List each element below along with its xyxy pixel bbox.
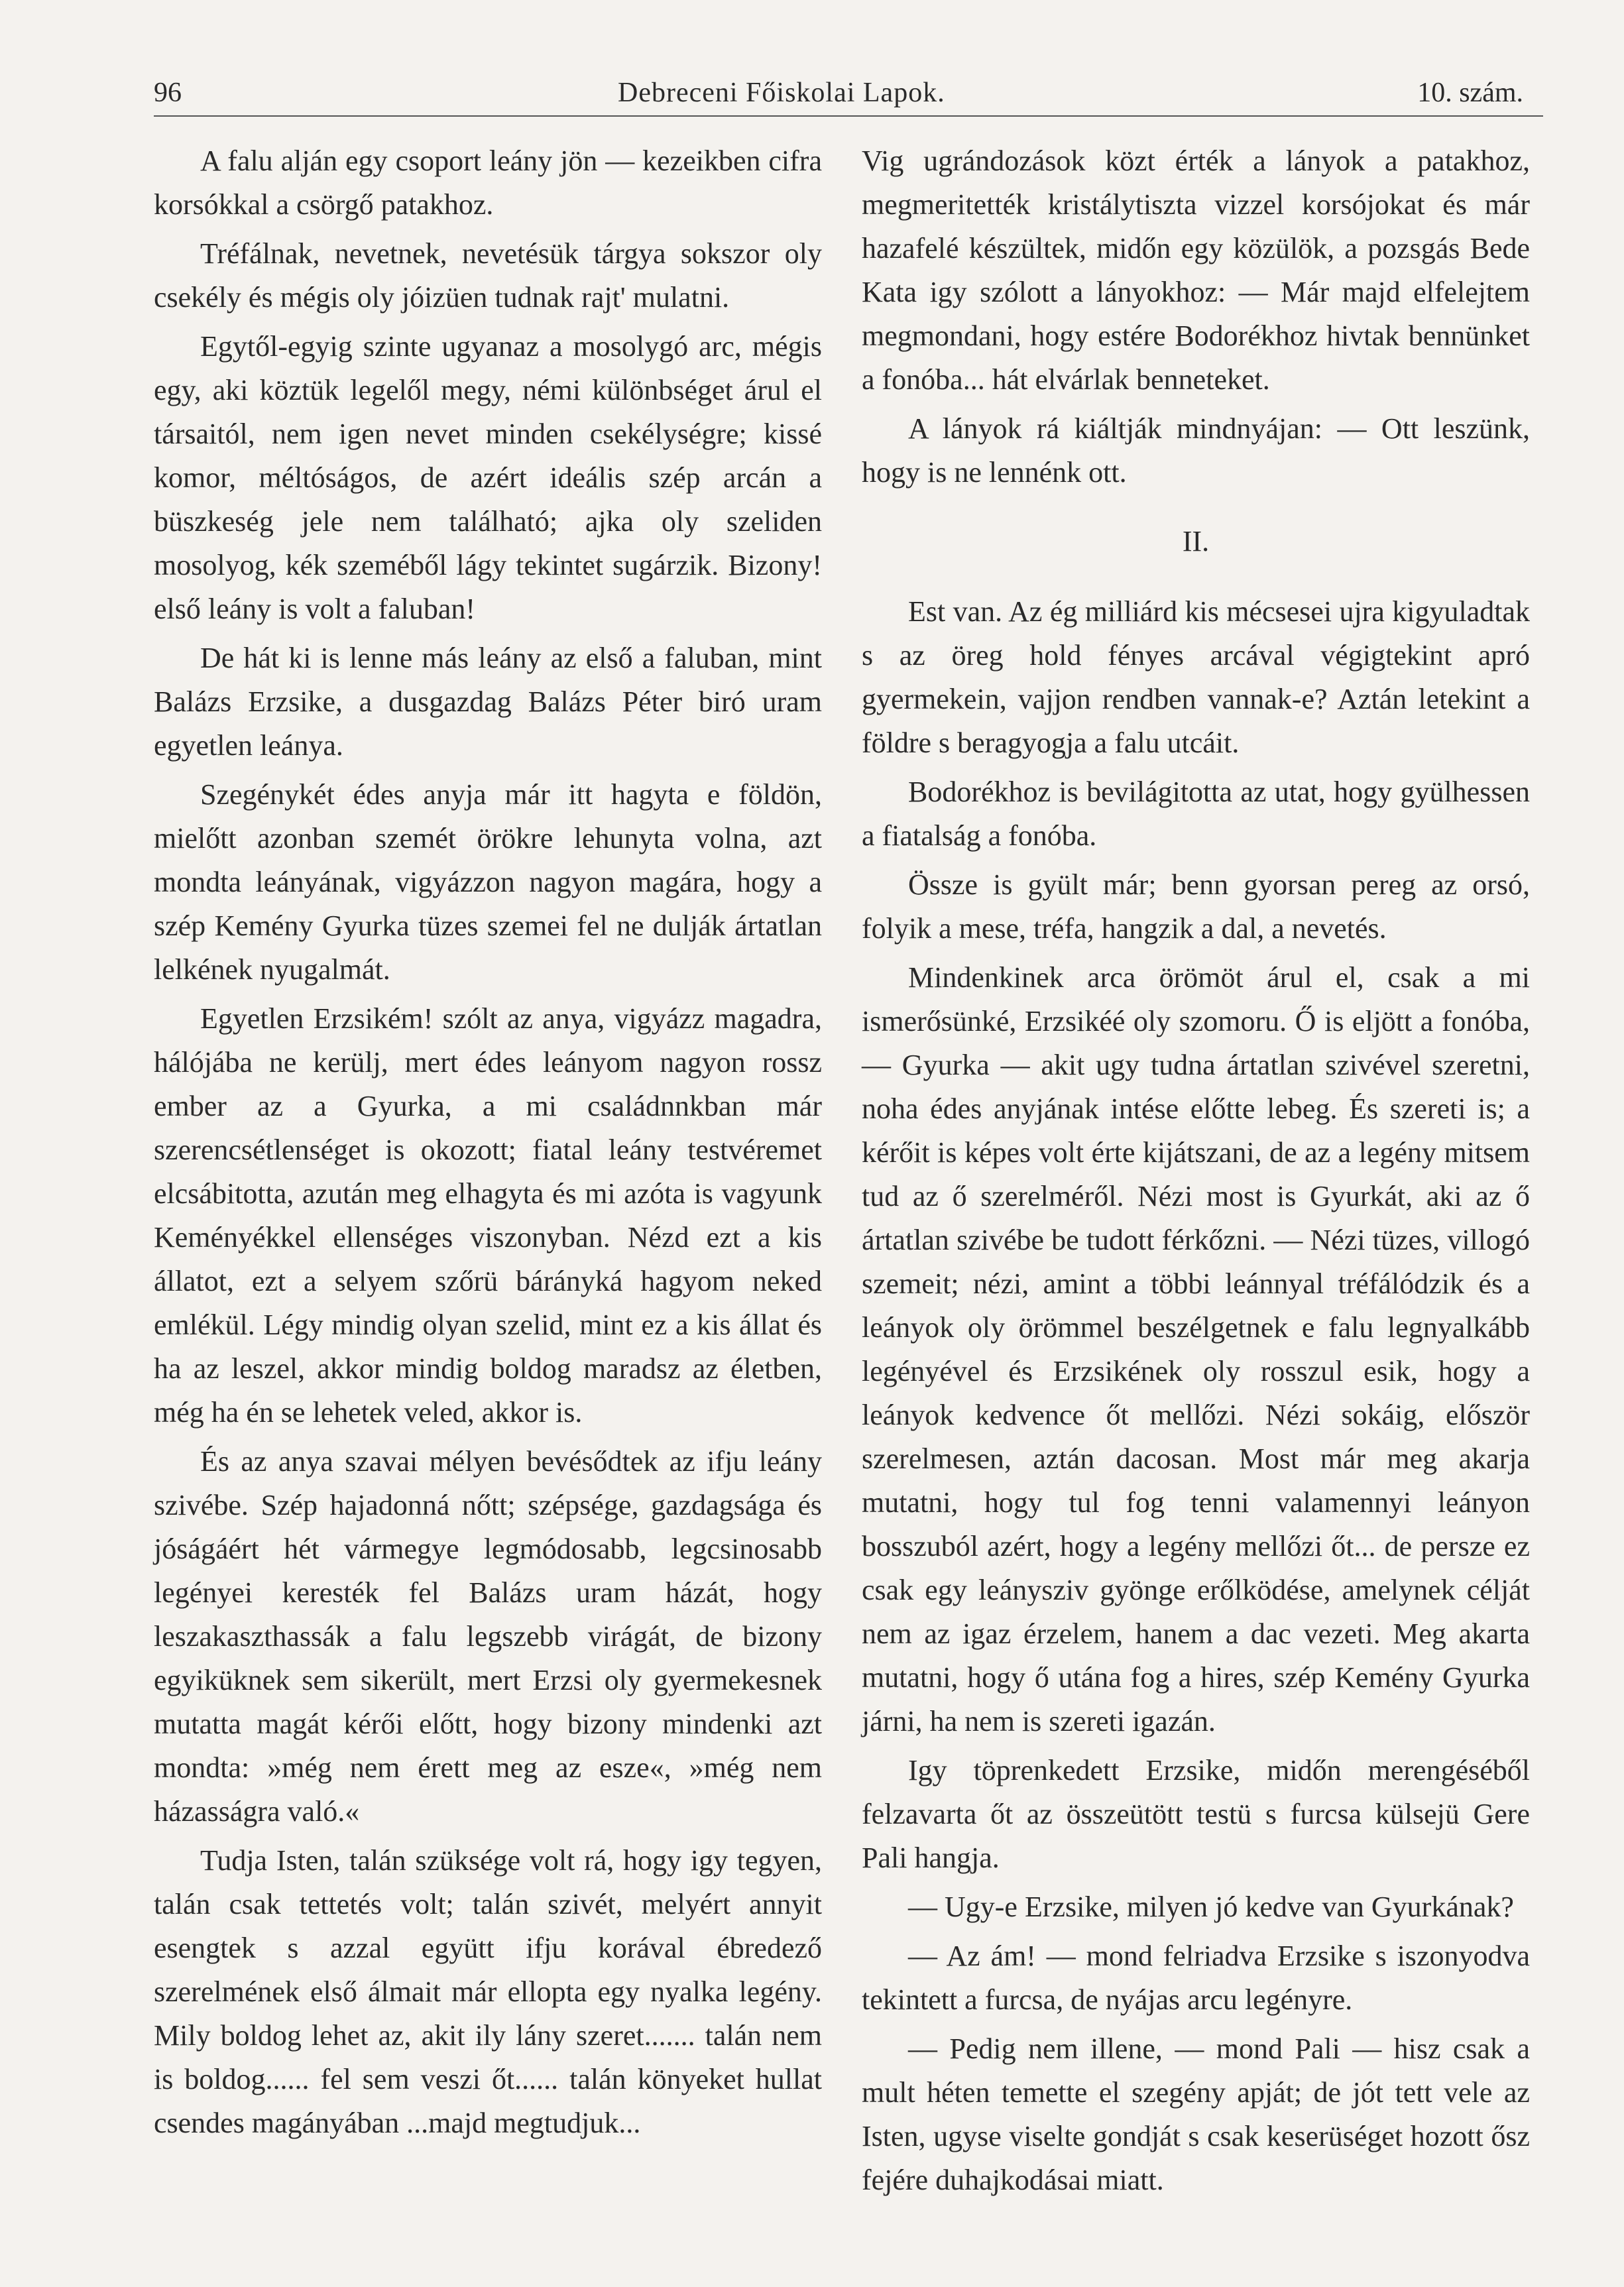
section-heading: II. [1182,525,1210,557]
paragraph: Vig ugrándozások közt érték a lányok a patakhoz, megmeritették kristálytiszta vizzel korsójokat és már hazafelé készültek, midőn egy közülök, a pozsgás Bede Kata igy szólott a lányokhoz: — Már majd elfelejtem megmondani, hogy estére Bodorékhoz hivtak bennünket a fonóba... hát elvárlak benneteket. [862,145,1530,396]
right-column [862,139,1530,2207]
running-header [154,74,1543,117]
page-number: 96 [154,78,182,108]
paragraph: Est van. Az ég milliárd kis mécsesei ujra kigyuladtak s az öreg hold fényes arcával végigtekint apró gyermekein, vajjon rendben vannak-e? Aztán letekint a földre s beragyogja a falu utcáit. [862,595,1530,759]
paragraph: És az anya szavai mélyen bevésődtek az ifju leány szivébe. Szép hajadonná nőtt; szépsége, gazdagsága és jóságáért hét vármegye legmódosabb, legcsinosabb legényei keresték fel Balázs uram házát, hogy leszakaszthassák a falu legszebb virágát, de bizony egyiküknek sem sikerült, mert Erzsi oly gyermekesnek mutatta magát kérői előtt, hogy bizony mindenki azt mondta: »még nem érett meg az esze«, »még nem házasságra való.« [154,1445,822,1828]
paragraph: — Pedig nem illene, — mond Pali — hisz csak a mult héten temette el szegény apját; de jót tett vele az Isten, ugyse viselte gondját s csak keserüséget hozott ősz fejére duhajkodásai miatt. [862,2032,1530,2196]
paragraph: Szegénykét édes anyja már itt hagyta e földön, mielőtt azonban szemét örökre lehunyta volna, azt mondta leányának, vigyázzon nagyon magára, hogy a szép Kemény Gyurka tüzes szemei fel ne dulják ártatlan lelkének nyugalmát. [154,778,822,986]
paragraph: Bodorékhoz is bevilágitotta az utat, hogy gyülhessen a fiatalság a fonóba. [862,776,1530,852]
paragraph: Egyetlen Erzsikém! szólt az anya, vigyázz magadra, hálójába ne kerülj, mert édes leányom nagyon rossz ember az a Gyurka, a mi családnnkban már szerencsétlenséget is okozott; fiatal leány testvéremet elcsábitotta, azután meg elhagyta és mi azóta is vagyunk Keményékkel ellenséges viszonyban. Nézd ezt a kis állatot, ezt a selyem szőrü bárányká hagyom neked emlékül. Légy mindig olyan szelid, mint ez a kis állat és ha az leszel, akkor mindig boldog maradsz az életben, még ha én se lehetek veled, akkor is. [154,1002,822,1429]
left-column [154,139,822,2150]
issue-number: 10. szám. [1417,78,1523,108]
paragraph: De hát ki is lenne más leány az első a faluban, mint Balázs Erzsike, a dusgazdag Balázs Péter biró uram egyetlen leánya. [154,642,822,762]
paragraph: — Az ám! — mond felriadva Erzsike s iszonyodva tekintett a furcsa, de nyájas arcu legényre. [862,1940,1530,2016]
paragraph: Tréfálnak, nevetnek, nevetésük tárgya sokszor oly csekély és mégis oly jóizüen tudnak rajt' mulatni. [154,237,822,314]
paragraph: A falu alján egy csoport leány jön — kezeikben cifra korsókkal a csörgő patakhoz. [154,145,822,221]
journal-title: Debreceni Főiskolai Lapok. [618,78,945,108]
paragraph: Igy töprenkedett Erzsike, midőn merengéséből felzavarta őt az összeütött testü s furcsa külsejü Gere Pali hangja. [862,1754,1530,1874]
paragraph: Egytől-egyig szinte ugyanaz a mosolygó arc, mégis egy, aki köztük legelől megy, némi különbséget árul el társaitól, nem igen nevet minden csekélységre; kissé komor, méltóságos, de azért ideális szép arcán a büszkeség jele nem található; ajka oly szeliden mosolyog, kék szeméből lágy tekintet sugárzik. Bizony! első leány is volt a faluban! [154,330,822,625]
paragraph: Össze is gyült már; benn gyorsan pereg az orsó, folyik a mese, tréfa, hangzik a dal, a nevetés. [862,868,1530,945]
paragraph: Mindenkinek arca örömöt árul el, csak a mi ismerősünké, Erzsikéé oly szomoru. Ő is eljött a fonóba, — Gyurka — akit ugy tudna ártatlan szivével szeretni, noha édes anyjának intése előtte lebeg. És szereti is; a kérőit is képes volt érte kijátszani, de az a legény mitsem tud az ő szerelméről. Nézi most is Gyurkát, aki az ő ártatlan szivébe be tudott férkőzni. — Nézi tüzes, villogó szemeit; nézi, amint a többi leánnyal tréfálódzik és a leányok oly örömmel beszélgetnek e falu legnyalkább legényével és Erzsikének oly rosszul esik, hogy a leányok kedvence őt mellőzi. Nézi sokáig, először szerelmesen, aztán dacosan. Most már meg akarja mutatni, hogy tul fog tenni valamennyi leányon bosszuból azért, hogy a legény mellőzi őt... de persze ez csak egy leánysziv gyönge erőlködése, amelynek célját nem az igaz érzelem, hanem a dac vezeti. Meg akarta mutatni, hogy ő utána fog a hires, szép Kemény Gyurka járni, ha nem is szereti igazán. [862,961,1530,1737]
paragraph: — Ugy-e Erzsike, milyen jó kedve van Gyurkának? [908,1891,1514,1923]
paragraph: A lányok rá kiáltják mindnyájan: — Ott leszünk, hogy is ne lennénk ott. [862,412,1530,489]
paragraph: Tudja Isten, talán szüksége volt rá, hogy igy tegyen, talán csak tettetés volt; talán szivét, melyért annyit esengtek s azzal együtt ifju korával ébredező szerelmének első álmait már ellopta egy nyalka legény. Mily boldog lehet az, akit ily lány szeret....... talán nem is boldog...... fel sem veszi őt...... talán könyeket hullat csendes magányában ...majd megtudjuk... [154,1844,822,2139]
